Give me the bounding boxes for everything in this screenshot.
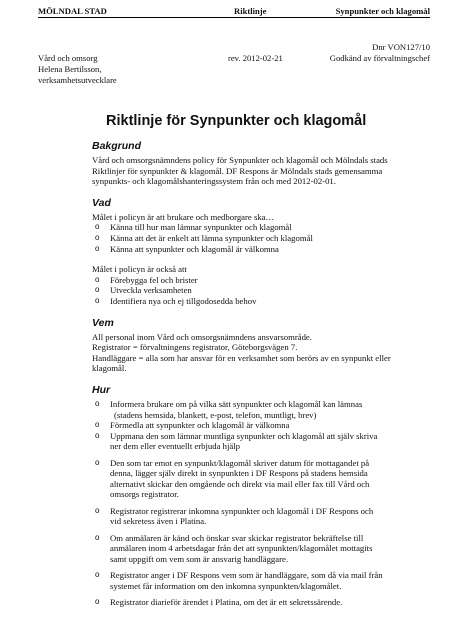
section-heading-vad: Vad: [92, 196, 111, 209]
list-item: o Förmedla att synpunkter och klagomål är välkomna: [95, 420, 290, 431]
list-item: o Registrator registrerar inkomna synpunkter och klagomål i DF Respons och vid sekretess även i Platina.: [95, 505, 374, 527]
bullet-icon: o: [95, 505, 100, 515]
text-line: All personal inom Vård och omsorgsnämndens ansvarsområde.: [92, 331, 312, 342]
list-item: o Om anmälaren är känd och önskar svar skickar registrator bekräftelse till anmälaren inom 4 arbetsdagar från det att synpunkten/klagomålet mottagits samt uppgift om vem som är ansvarig handläggare.: [95, 532, 373, 565]
bullet-icon: o: [95, 274, 100, 284]
dnr-number: Dnr VON127/10: [372, 42, 430, 52]
section-heading-hur: Hur: [92, 383, 111, 396]
bullet-icon: o: [95, 285, 100, 295]
document-body: [92, 140, 432, 614]
doc-type: Riktlinje: [234, 6, 267, 16]
list-item: o Registrator diarieför ärendet i Platina, om det är ett sekretssärende.: [95, 597, 343, 608]
org-name: MÖLNDAL STAD: [38, 6, 107, 16]
bullet-icon: o: [95, 597, 100, 607]
document-header: [38, 6, 430, 18]
list-item: o Känna att det är enkelt att lämna synpunkter och klagomål: [95, 232, 313, 243]
vad-intro-2: Målet i policyn är också att: [92, 264, 187, 275]
text-line: Riktlinjer för synpunkter & klagomål. DF Respons är Mölndals stads gemensamma: [92, 165, 383, 176]
list-item: o Förebygga fel och brister: [95, 274, 198, 285]
list-item: o Uppmana den som lämnar muntliga synpunkter och klagomål att själv skriva ner dem eller eventuellt erbjuda hjälp: [95, 430, 378, 452]
bullet-icon: o: [95, 430, 100, 440]
department: Vård och omsorg: [38, 53, 98, 63]
section-heading-bakgrund: Bakgrund: [92, 140, 142, 152]
list-item: o Känna till hur man lämnar synpunkter och klagomål: [95, 222, 292, 233]
vad-intro-1: Målet i policyn är att brukare och medborgare ska…: [92, 211, 275, 222]
document-meta: [38, 53, 430, 86]
hur-procedure-list: [92, 399, 432, 608]
bullet-icon: o: [95, 420, 100, 430]
bullet-icon: o: [95, 457, 100, 467]
bullet-icon: o: [95, 570, 100, 580]
text-line: Registrator = förvaltningens registrator, Göteborgsvägen 7.: [92, 342, 298, 353]
bullet-icon: o: [95, 398, 100, 408]
vem-paragraph: [92, 332, 432, 374]
list-item: o Känna att synpunkter och klagomål är välkomna: [95, 243, 279, 254]
bullet-icon: o: [95, 232, 100, 242]
revision-date: rev. 2012-02-21: [228, 53, 283, 63]
bullet-icon: o: [95, 243, 100, 253]
list-item: o Den som tar emot en synpunkt/klagomål skriver datum för mottagandet på denna, lägger själv direkt in synpunkten i DF Respons på stadens hemsida alternativt skickar den omgående och direkt via mail eller fax till Vård och omsorgs registrator.: [95, 457, 370, 500]
bakgrund-paragraph: [92, 155, 432, 187]
list-item: o Utveckla verksamheten: [95, 285, 192, 296]
list-item: o Registrator anger i DF Respons vem som är handläggare, som då via mail från systemet får information om den inkomna synpunkten/klagomålet.: [95, 570, 383, 591]
author-role: verksamhetsutvecklare: [38, 75, 117, 85]
page-title: Riktlinje för Synpunkter och klagomål: [106, 113, 367, 129]
bullet-icon: o: [95, 222, 100, 232]
list-item: o Identifiera nya och ej tillgodosedda behov: [95, 295, 257, 306]
author-name: Helena Bertilsson,: [38, 64, 102, 74]
vad-goal-list-1: [92, 222, 432, 254]
section-heading-vem: Vem: [92, 316, 114, 329]
text-line: Vård och omsorgsnämndens policy för Synpunkter och klagomål och Mölndals stads: [92, 155, 388, 165]
list-item: o Informera brukare om på vilka sätt synpunkter och klagomål kan lämnas (stadens hemsida, blankett, e-post, telefon, muntligt, brev): [95, 398, 363, 420]
bullet-icon: o: [95, 295, 100, 305]
text-line: Handläggare = alla som har ansvar för en verksamhet som berörs av en synpunkt eller: [92, 352, 391, 363]
vad-goal-list-2: [92, 275, 432, 307]
doc-header-title: Synpunkter och klagomål: [335, 6, 430, 16]
text-line: klagomål.: [92, 363, 127, 374]
text-line: synpunkts- och klagomålshanteringssystem från och med 2012-02-01.: [92, 176, 336, 187]
approval-note: Godkänd av förvaltningschef: [329, 53, 430, 63]
bullet-icon: o: [95, 532, 100, 542]
